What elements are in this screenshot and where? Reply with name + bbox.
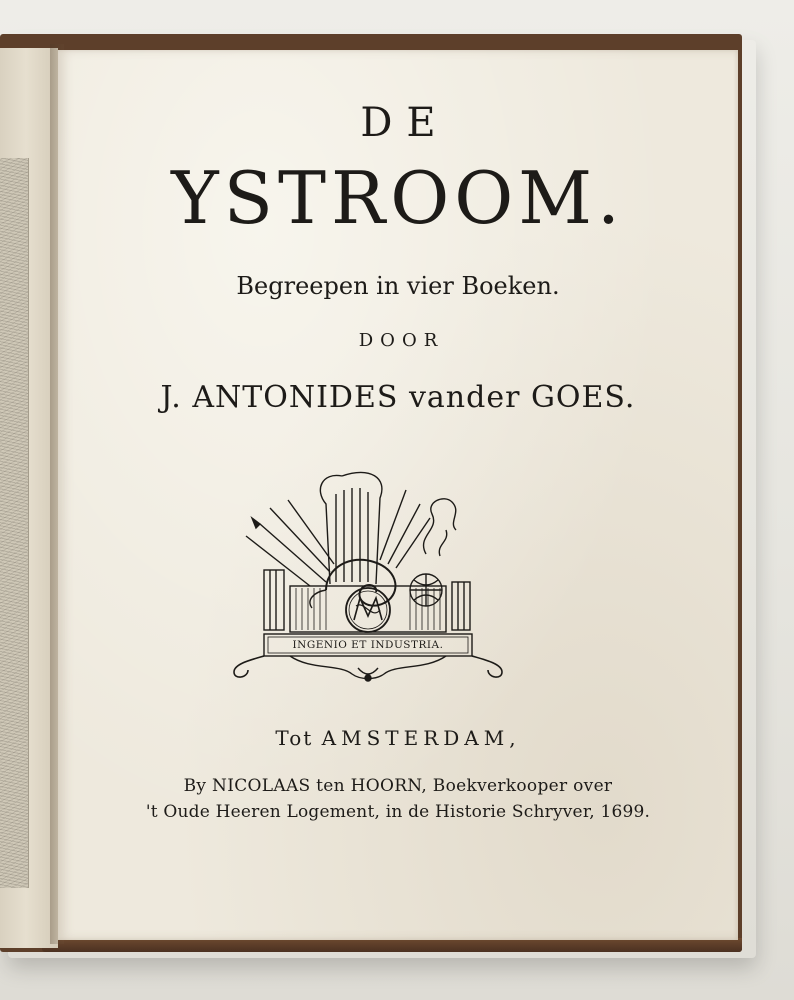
subtitle: Begreepen in vier Boeken. (236, 272, 560, 300)
frontispiece-engraving-edge (0, 158, 29, 888)
book-cover-edge (42, 938, 742, 952)
city-prefix: Tot (275, 726, 314, 750)
printers-device (230, 464, 506, 684)
city-name: AMSTERDAM, (321, 726, 521, 750)
by-label: DOOR (358, 330, 445, 351)
title-line-ystroom: YSTROOM. (171, 156, 625, 240)
title-line-de: DE (360, 100, 450, 146)
title-page (58, 50, 738, 940)
author-name: J. ANTONIDES vander GOES. (160, 380, 636, 415)
imprint-city-line (58, 726, 738, 750)
printers-device-motto: INGENIO ET INDUSTRIA. (292, 639, 444, 651)
imprint-line-2: 't Oude Heeren Logement, in de Historie Schryver, 1699. (145, 802, 651, 822)
imprint-line-1: By NICOLAAS ten HOORN, Boekverkooper over (183, 776, 613, 796)
